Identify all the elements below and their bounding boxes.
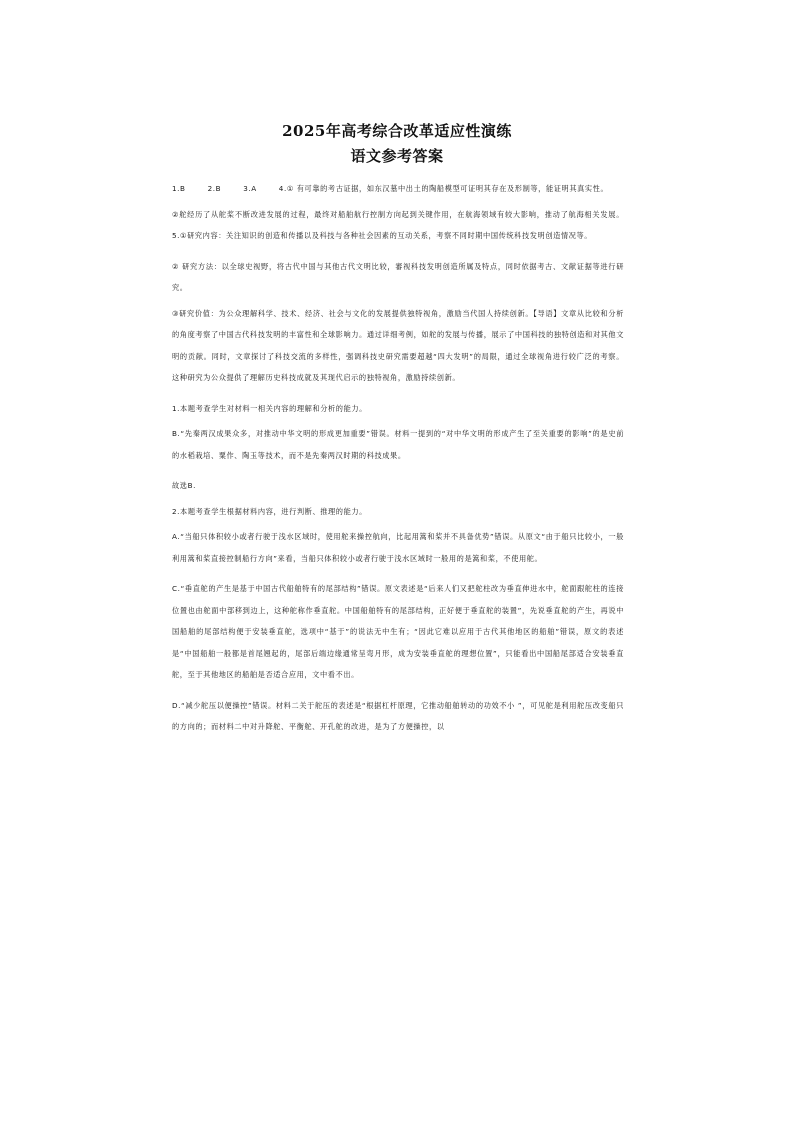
paragraph-2: ②舵经历了从舵桨不断改进发展的过程，最终对船舶航行控制方向起到关键作用，在航海领域有较大影响，推动了航海相关发展。 5.①研究内容：关注知识的创造和传播以及科技与各种社会因素的互动关系，考察不同时期中国传统科技发明创造情况等。 [172,209,624,240]
answer-4-part1: 4.① 有可靠的考古证据，如东汉墓中出土的陶船模型可证明其存在及形制等，能证明其真实性。 [278,184,609,193]
answer-2: 2.B [207,184,222,193]
document-title: 2025年高考综合改革适应性演练 [282,122,512,140]
paragraph-11: D.“减少舵压以便操控”错误。材料二关于舵压的表述是“根据杠杆原理，它推动船舶转动的功效不小 ”，可见舵是利用舵压改变船只的方向的；而材料二中对升降舵、平衡舵、开孔舵的改进，是为了方便操控，以 [172,700,624,731]
answer-3: 3.A [243,184,257,193]
paragraph-7: 故选B. [172,481,196,490]
paragraph-8: 2.本题考查学生根据材料内容，进行判断、推理的能力。 [172,506,367,516]
answer-line-choices [172,178,624,200]
document-subtitle: 语文参考答案 [350,147,444,165]
paragraph-6: B.“先秦两汉成果众多，对推动中华文明的形成更加重要”错误。材料一提到的“对中华文明的形成产生了至关重要的影响”的是史前的水稻栽培、粟作、陶玉等技术，而不是先秦两汉时期的科技成果。 [172,429,624,460]
answer-content [172,178,624,738]
paragraph-9: A.“当船只体积较小或者行驶于浅水区域时，使用舵来操控航向，比起用篙和桨并不具备优势”错误。从原文“由于船只比较小，一般利用篙和桨直接控制船行方向”来看，当船只体积较小或者行驶于浅水区域时一般用的是篙和桨，不使用舵。 [172,532,624,563]
paragraph-4: ③研究价值：为公众理解科学、技术、经济、社会与文化的发展提供独特视角，激励当代国人持续创新。【导语】文章从比较和分析的角度考察了中国古代科技发明的丰富性和全球影响力。通过详细考例，如舵的发展与传播，展示了中国科技的独特创造和对其他文明的贡献。同时，文章探讨了科技交流的多样性，强调科技史研究需要超越“四大发明”的局限，通过全球视角进行较广泛的考察。这种研究为公众提供了理解历史科技成就及其现代启示的独特视角，激励持续创新。 [172,308,624,382]
paragraph-5: 1.本题考查学生对材料一相关内容的理解和分析的能力。 [172,403,367,413]
paragraph-3: ② 研究方法：以全球史视野，将古代中国与其他古代文明比较，審视科技发明创造所属及特点，同时依据考古、文献证据等进行研究。 [172,261,624,292]
answer-1: 1.B [172,184,186,193]
paragraph-10: C.“垂直舵的产生是基于中国古代船舶特有的尾部结构”错误。原文表述是“后来人们又把舵柱改为垂直伸进水中，舵面跟舵柱的连接位置也由舵面中部移到边上，这种舵称作垂直舵。中国船舶特有的尾部结构，正好便于垂直舵的装置”，先说垂直舵的产生，再说中国船舶的尾部结构便于安装垂直舵，选项中“基于”的说法无中生有；“因此它难以应用于古代其他地区的船舶”错误，原文的表述是“中国船舶一般都是首尾翘起的，尾部后端边缘通常呈弯月形，成为安装垂直舵的理想位置”，只能看出中国船尾部适合安装垂直舵，至于其他地区的船舶是否适合应用，文中看不出。 [172,584,624,679]
